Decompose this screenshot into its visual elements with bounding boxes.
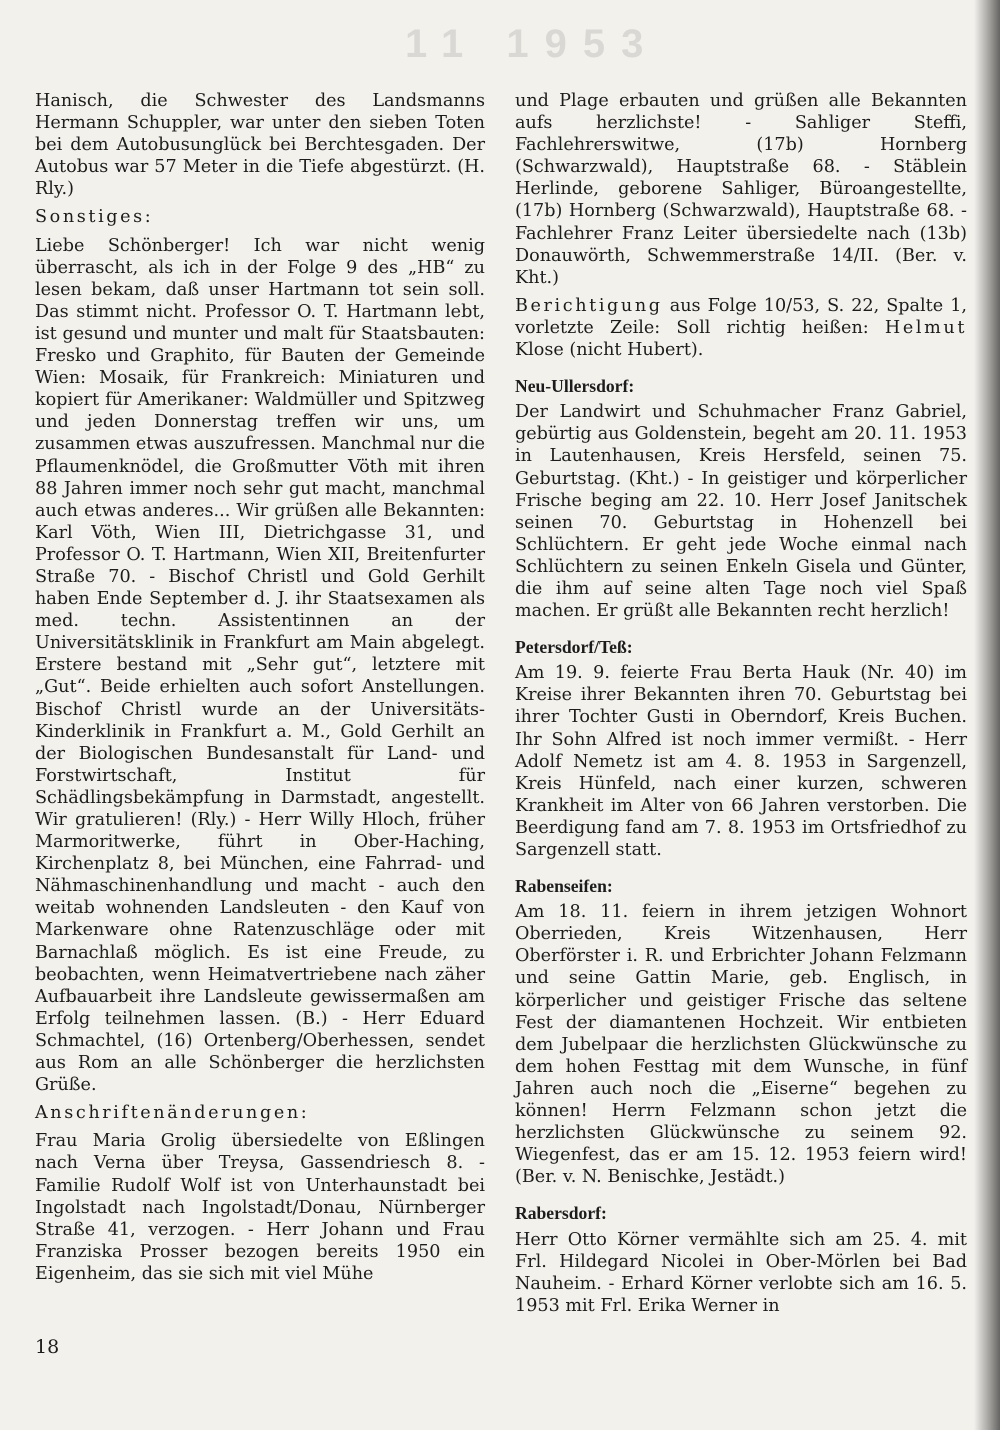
- correction-label: Berichtigung: [515, 295, 663, 316]
- section-title-petersdorf: Petersdorf/Teß:: [515, 637, 633, 658]
- paragraph: Am 18. 11. feiern in ihrem jetzigen Wohnort Oberrieden, Kreis Witzenhausen, Herr Oberförster i. R. und Erbrichter Johann Felzmann und seine Gattin Marie, geb. Englisch, in körperlicher und geistiger Frische das seltene Fest der diamantenen Hochzeit. Wir entbieten dem Jubelpaar die herzlichsten Glückwünsche zu dem hohen Festtag mit dem Wunsche, in fünf Jahren auch noch die „Eiserne“ begehen zu können! Herrn Felzmann schon jetzt die herzlichsten Glückwünsche zu seinem 92. Wiegenfest, das er am 15. 12. 1953 feiern wird! (Ber. v. N. Benischke, Jestädt.): [515, 902, 967, 1188]
- page-edge-shadow: [974, 0, 1000, 1430]
- section-heading-sonstiges: Sonstiges:: [35, 207, 154, 228]
- page-number: 18: [35, 1336, 60, 1358]
- paragraph: Hanisch, die Schwester des Landsmanns Hermann Schuppler, war unter den sieben Toten bei dem Autobusunglück bei Berchtesgaden. Der Autobus war 57 Meter in die Tiefe abgestürzt. (H. Rly.): [35, 91, 485, 200]
- section-title-rabenseifen: Rabenseifen:: [515, 876, 613, 897]
- paragraph: und Plage erbauten und grüßen alle Bekannten aufs herzlichste! - Sahliger Steffi, Fachlehrerswitwe, (17b) Hornberg (Schwarzwald), Hauptstraße 68. - Stäblein Herlinde, geborene Sahliger, Büroangestellte, (17b) Hornberg (Schwarzwald), Hauptstraße 68. - Fachlehrer Franz Leiter übersiedelte nach (13b) Donauwörth, Schwemmerstraße 14/II. (Ber. v. Kht.): [515, 91, 967, 288]
- right-column: [515, 90, 967, 1317]
- paragraph: Liebe Schönberger! Ich war nicht wenig überrascht, als ich in der Folge 9 des „HB“ zu lesen bekam, daß unser Hartmann tot sein soll. Das stimmt nicht. Professor O. T. Hartmann lebt, ist gesund und munter und malt für Staatsbauten: Fresko und Graphito, für Bauten der Gemeinde Wien: Mosaik, für Frankreich: Miniaturen und kopiert für Amerikaner: Waldmüller und Spitzweg und jeden Donnerstag treffen wir uns, um zusammen etwas auszufressen. Manchmal nur die Pflaumenknödel, die Großmutter Vöth mit ihren 88 Jahren immer noch sehr gut macht, manchmal auch etwas anderes... Wir grüßen alle Bekannten: Karl Vöth, Wien III, Dietrichgasse 31, und Professor O. T. Hartmann, Wien XII, Breitenfurter Straße 70. - Bischof Christl und Gold Gerhilt haben Ende September d. J. ihr Staatsexamen als med. techn. Assistentinnen an der Universitätsklinik in Frankfurt am Main abgelegt. Erstere bestand mit „Sehr gut“, letztere mit „Gut“. Beide erhielten auch sofort Anstellungen. Bischof Christl wurde an der Universitäts-Kinderklinik in Frankfurt a. M., Gold Gerhilt an der Biologischen Bundesanstalt für Land- und Forstwirtschaft, Institut für Schädlingsbekämpfung in Darmstadt, angestellt. Wir gratulieren! (Rly.) - Herr Willy Hloch, früher Marmoritwerke, führt in Ober-Haching, Kirchenplatz 8, bei München, eine Fahrrad- und Nähmaschinenhandlung und macht - auch den weitab wohnenden Landsleuten - den Kauf von Markenware ohne Ratenzuschläge oder mit Barnachlaß möglich. Es ist eine Freude, zu beobachten, wenn Heimatvertriebene nach zäher Aufbauarbeit ihre Landsleute gewissermaßen am Erfolg teilnehmen lassen. (B.) - Herr Eduard Schmachtel, (16) Ortenberg/Oberhessen, sendet aus Rom an alle Schönberger die herzlichsten Grüße.: [35, 235, 485, 1096]
- section-heading-anschriften: Anschriftenänderungen:: [35, 1103, 310, 1124]
- correction-end: Klose (nicht Hubert).: [515, 340, 704, 361]
- correction-name: Helmut: [884, 317, 967, 338]
- paragraph: Frau Maria Grolig übersiedelte von Eßlingen nach Verna über Treysa, Gassendriesch 8. - Familie Rudolf Wolf ist von Unterhaunstadt bei Ingolstadt nach Ingolstadt/Donau, Nürnberger Straße 41, verzogen. - Herr Johann und Frau Franziska Prosser bezogen bereits 1950 ein Eigenheim, das sie sich mit viel Mühe: [35, 1131, 485, 1284]
- section-title-rabersdorf: Rabersdorf:: [515, 1203, 607, 1224]
- correction-text: aus Folge 10/53, S. 22, Spalte 1, vorletzte Zeile: Soll richtig heißen:: [515, 295, 967, 338]
- paragraph: Der Landwirt und Schuhmacher Franz Gabriel, gebürtig aus Goldenstein, begeht am 20. 11. 1953 in Lautenhausen, Kreis Hersfeld, seinen 75. Geburtstag. (Kht.) - In geistiger und körperlicher Frische beging am 22. 10. Herr Josef Janitschek seinen 70. Geburtstag in Hohenzell bei Schlüchtern. Er geht jede Woche einmal nach Schlüchtern zu seinen Enkeln Gisela und Günter, die ihm auf seine alten Tage noch viel Spaß machen. Er grüßt alle Bekannten recht herzlich!: [515, 402, 967, 622]
- section-title-neu-ullersdorf: Neu-Ullersdorf:: [515, 376, 635, 397]
- correction-paragraph: [515, 295, 967, 361]
- date-stamp: 11 1953: [405, 22, 660, 66]
- paragraph: Am 19. 9. feierte Frau Berta Hauk (Nr. 40) im Kreise ihrer Bekannten ihren 70. Geburtstag bei ihrer Tochter Gusti in Oberndorf, Kreis Buchen. Ihr Sohn Alfred ist noch immer vermißt. - Herr Adolf Nemetz ist am 4. 8. 1953 in Sargenzell, Kreis Hünfeld, nach einer kurzen, schweren Krankheit im Alter von 66 Jahren verstorben. Die Beerdigung fand am 7. 8. 1953 im Ortsfriedhof zu Sargenzell statt.: [515, 663, 967, 860]
- left-column: [35, 90, 485, 1285]
- paragraph: Herr Otto Körner vermählte sich am 25. 4. mit Frl. Hildegard Nicolei in Ober-Mörlen bei Bad Nauheim. - Erhard Körner verlobte sich am 16. 5. 1953 mit Frl. Erika Werner in: [515, 1229, 967, 1316]
